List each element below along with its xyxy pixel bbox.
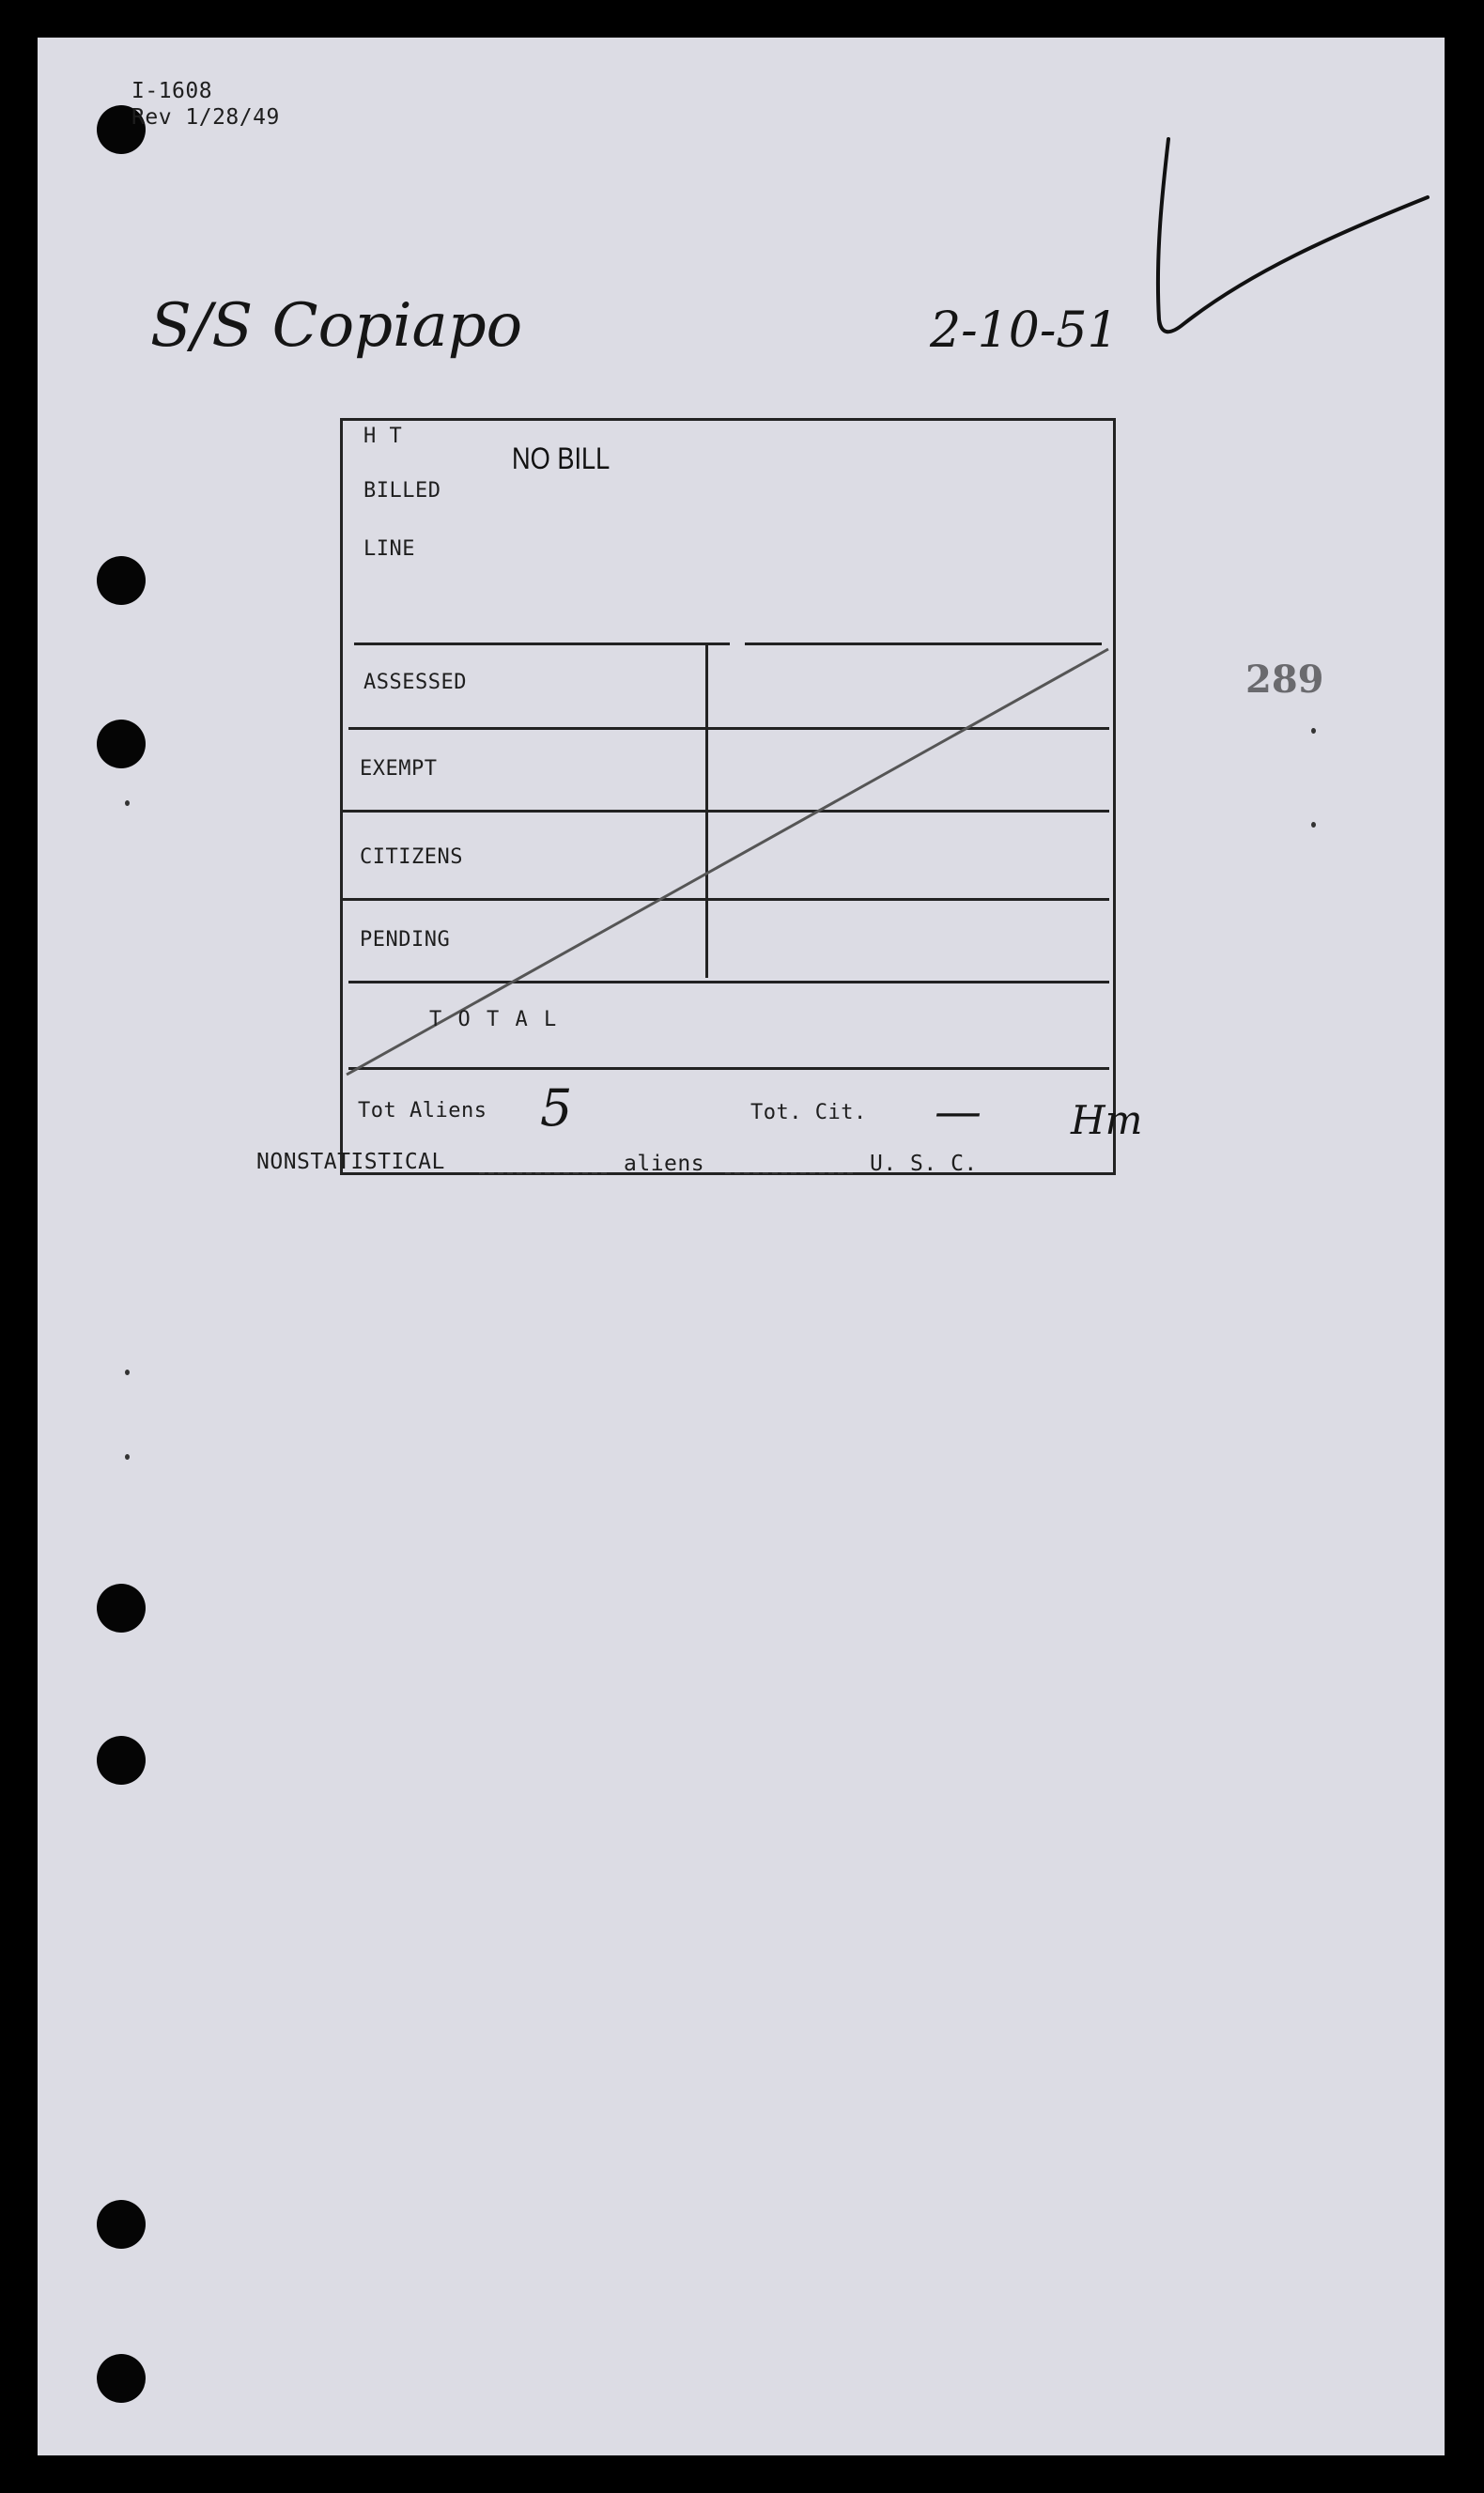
label-billed: BILLED (363, 479, 441, 503)
label-ht: H T (363, 425, 403, 448)
nonstat-blank (479, 1172, 607, 1174)
no-bill-stamp: NO BILL (512, 441, 611, 475)
label-citizens: CITIZENS (360, 845, 463, 869)
tot-aliens-value: 5 (540, 1078, 573, 1138)
nonstatistical-label: NONSTATISTICAL (256, 1150, 445, 1174)
speck (1311, 728, 1316, 734)
aliens-label: aliens (624, 1152, 705, 1176)
label-tot-aliens: Tot Aliens (358, 1099, 487, 1123)
speck (125, 1370, 130, 1375)
strike-line (343, 421, 1113, 1172)
speck (125, 1454, 130, 1460)
label-assessed: ASSESSED (363, 671, 467, 694)
punch-hole (97, 720, 146, 768)
date-handwritten: 2-10-51 (930, 302, 1119, 359)
usc-label: U. S. C. (870, 1152, 978, 1176)
vessel-name: S/S Copiapo (150, 291, 523, 361)
punch-hole (97, 2354, 146, 2403)
speck (1311, 822, 1316, 828)
document-page (38, 38, 1445, 2455)
speck (125, 800, 130, 806)
tally-box (340, 418, 1116, 1175)
form-number: I-1608 (131, 79, 213, 103)
form-revision: Rev 1/28/49 (131, 105, 280, 130)
punch-hole (97, 556, 146, 605)
punch-hole (97, 1736, 146, 1785)
label-line: LINE (363, 537, 415, 561)
tot-cit-value: — (935, 1084, 982, 1138)
initials: Hm (1071, 1097, 1143, 1143)
label-pending: PENDING (360, 928, 451, 952)
page-number: 289 (1245, 658, 1324, 702)
label-exempt: EXEMPT (360, 757, 438, 781)
aliens-blank (725, 1172, 853, 1174)
punch-hole (97, 1584, 146, 1633)
check-mark-icon (1118, 132, 1465, 376)
label-tot-cit: Tot. Cit. (750, 1101, 867, 1124)
label-total: T O T A L (429, 1008, 559, 1031)
punch-hole (97, 2200, 146, 2249)
